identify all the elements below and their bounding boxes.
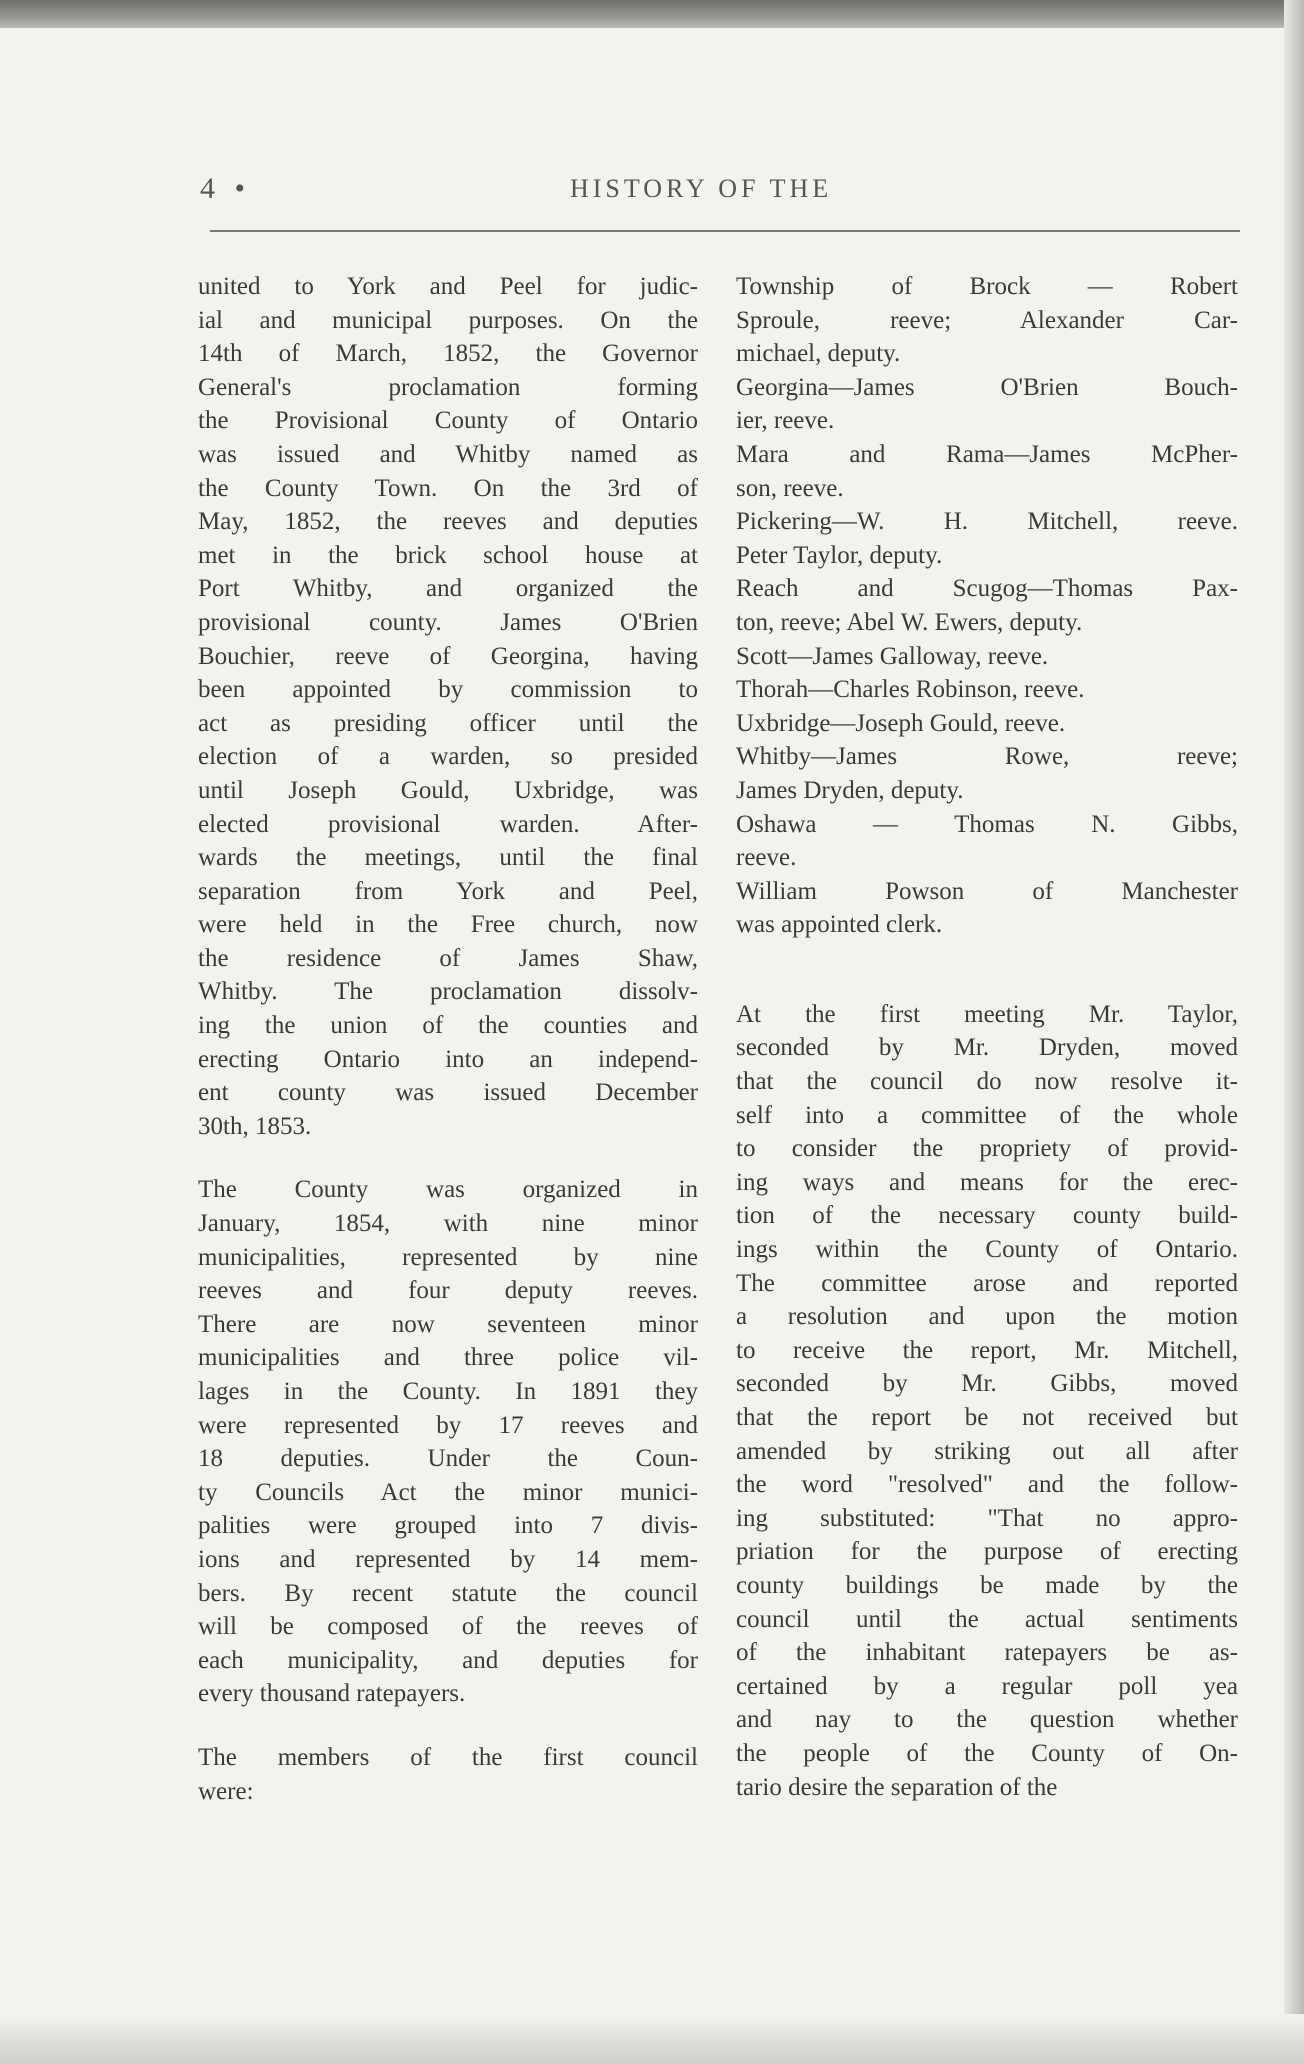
left-column bbox=[198, 270, 698, 1808]
text-line: Peter Taylor, deputy. bbox=[736, 541, 943, 569]
text-line: the people of the County of On- bbox=[736, 1739, 1238, 1767]
text-line: James Dryden, deputy. bbox=[736, 776, 964, 804]
text-line: tion of the necessary county build- bbox=[736, 1202, 1238, 1230]
text-line: was appointed clerk. bbox=[736, 911, 943, 939]
text-line: every thousand ratepayers. bbox=[198, 1680, 466, 1708]
text-line: 30th, 1853. bbox=[198, 1112, 312, 1140]
text-line: priation for the purpose of erecting bbox=[736, 1538, 1238, 1566]
text-line: the County Town. On the 3rd of bbox=[198, 474, 698, 502]
text-line: to consider the propriety of provid- bbox=[736, 1135, 1238, 1163]
text-line: Whitby—James Rowe, reeve; bbox=[736, 743, 1238, 771]
council-member-entry bbox=[736, 438, 1238, 505]
text-line: that the report be not received but bbox=[736, 1404, 1238, 1431]
paragraph-first-meeting bbox=[736, 998, 1238, 1804]
paragraph-3 bbox=[198, 1741, 698, 1808]
text-line: At the first meeting Mr. Taylor, bbox=[736, 1000, 1238, 1028]
text-line: tario desire the separation of the bbox=[736, 1773, 1058, 1801]
text-line: united to York and Peel for judic- bbox=[198, 273, 698, 300]
paragraph-gap bbox=[198, 1711, 698, 1741]
council-member-entry bbox=[736, 505, 1238, 572]
text-line: Port Whitby, and organized the bbox=[198, 575, 698, 603]
text-line: Oshawa — Thomas N. Gibbs, bbox=[736, 810, 1238, 838]
text-line: bers. By recent statute the council bbox=[198, 1579, 698, 1607]
text-line: the residence of James Shaw, bbox=[198, 944, 698, 972]
text-line: the word "resolved" and the follow- bbox=[736, 1471, 1238, 1499]
council-member-entry bbox=[736, 875, 1238, 942]
text-line: election of a warden, so presided bbox=[198, 743, 698, 771]
council-members-list bbox=[736, 270, 1238, 942]
text-line: to receive the report, Mr. Mitchell, bbox=[736, 1336, 1238, 1364]
text-line: Pickering—W. H. Mitchell, reeve. bbox=[736, 508, 1238, 536]
text-line: lages in the County. In 1891 they bbox=[198, 1378, 698, 1405]
council-member-entry bbox=[736, 270, 1238, 371]
text-line: ent county was issued December bbox=[198, 1079, 698, 1107]
council-member-entry bbox=[736, 707, 1238, 741]
running-head bbox=[200, 172, 1240, 212]
council-member-entry bbox=[736, 371, 1238, 438]
text-line: ton, reeve; Abel W. Ewers, deputy. bbox=[736, 608, 1083, 636]
text-line: certained by a regular poll yea bbox=[736, 1672, 1238, 1700]
text-line: Georgina—James O'Brien Bouch- bbox=[736, 373, 1238, 401]
page-edge-right bbox=[1284, 0, 1304, 2064]
text-line: There are now seventeen minor bbox=[198, 1310, 698, 1338]
text-line: will be composed of the reeves of bbox=[198, 1613, 698, 1641]
text-line: 14th of March, 1852, the Governor bbox=[198, 340, 698, 368]
text-line: January, 1854, with nine minor bbox=[198, 1210, 698, 1238]
text-line: was issued and Whitby named as bbox=[198, 440, 698, 468]
text-line: that the council do now resolve it- bbox=[736, 1068, 1238, 1096]
text-line: municipalities, represented by nine bbox=[198, 1243, 698, 1271]
text-line: separation from York and Peel, bbox=[198, 877, 698, 905]
text-line: until Joseph Gould, Uxbridge, was bbox=[198, 776, 698, 804]
text-line: ial and municipal purposes. On the bbox=[198, 306, 698, 334]
running-title: HISTORY OF THE bbox=[570, 174, 833, 203]
page-number-bullet: • bbox=[234, 172, 252, 205]
text-line: The County was organized in bbox=[198, 1176, 698, 1204]
page-number bbox=[200, 172, 251, 206]
text-line: Mara and Rama—James McPher- bbox=[736, 440, 1238, 468]
text-line: county buildings be made by the bbox=[736, 1571, 1238, 1599]
text-line: act as presiding officer until the bbox=[198, 709, 698, 737]
council-member-entry bbox=[736, 572, 1238, 639]
text-line: wards the meetings, until the final bbox=[198, 844, 698, 872]
text-line: Thorah—Charles Robinson, reeve. bbox=[736, 676, 1085, 704]
text-line: Reach and Scugog—Thomas Pax- bbox=[736, 575, 1238, 603]
text-line: municipalities and three police vil- bbox=[198, 1344, 698, 1372]
council-member-entry bbox=[736, 673, 1238, 707]
council-member-entry bbox=[736, 740, 1238, 807]
text-line: each municipality, and deputies for bbox=[198, 1646, 698, 1674]
text-line: council until the actual sentiments bbox=[736, 1605, 1238, 1633]
text-line: ier, reeve. bbox=[736, 407, 835, 435]
text-line: the Provisional County of Ontario bbox=[198, 407, 698, 435]
text-line: Bouchier, reeve of Georgina, having bbox=[198, 642, 698, 670]
text-line: were held in the Free church, now bbox=[198, 911, 698, 939]
text-line: a resolution and upon the motion bbox=[736, 1303, 1238, 1331]
council-member-entry bbox=[736, 808, 1238, 875]
text-line: provisional county. James O'Brien bbox=[198, 608, 698, 636]
text-line: seconded by Mr. Dryden, moved bbox=[736, 1034, 1238, 1062]
text-line: amended by striking out all after bbox=[736, 1437, 1238, 1465]
text-line: ings within the County of Ontario. bbox=[736, 1236, 1238, 1264]
text-line: erecting Ontario into an independ- bbox=[198, 1045, 698, 1073]
page-edge-bottom bbox=[0, 2014, 1304, 2064]
text-line: elected provisional warden. After- bbox=[198, 810, 698, 838]
text-line: Uxbridge—Joseph Gould, reeve. bbox=[736, 709, 1066, 737]
text-line: General's proclamation forming bbox=[198, 373, 698, 401]
text-line: ing the union of the counties and bbox=[198, 1012, 698, 1040]
text-line: 18 deputies. Under the Coun- bbox=[198, 1445, 698, 1473]
text-line: May, 1852, the reeves and deputies bbox=[198, 508, 698, 536]
text-line: and nay to the question whether bbox=[736, 1706, 1238, 1734]
header-rule bbox=[210, 230, 1240, 232]
text-line: reeve. bbox=[736, 844, 797, 872]
text-line: Sproule, reeve; Alexander Car- bbox=[736, 306, 1238, 334]
text-line: The members of the first council bbox=[198, 1743, 698, 1771]
text-line: michael, deputy. bbox=[736, 340, 901, 368]
paragraph-2 bbox=[198, 1173, 698, 1711]
text-line: Whitby. The proclamation dissolv- bbox=[198, 978, 698, 1006]
text-line: ing ways and means for the erec- bbox=[736, 1168, 1238, 1196]
text-line: self into a committee of the whole bbox=[736, 1101, 1238, 1129]
right-column bbox=[736, 270, 1238, 1804]
text-line: of the inhabitant ratepayers be as- bbox=[736, 1639, 1238, 1667]
text-line: Township of Brock — Robert bbox=[736, 273, 1238, 300]
text-line: were: bbox=[198, 1777, 254, 1805]
text-line: met in the brick school house at bbox=[198, 541, 698, 569]
text-line: seconded by Mr. Gibbs, moved bbox=[736, 1370, 1238, 1398]
text-line: palities were grouped into 7 divis- bbox=[198, 1512, 698, 1540]
section-gap bbox=[736, 942, 1238, 998]
text-line: been appointed by commission to bbox=[198, 676, 698, 704]
text-line: ty Councils Act the minor munici- bbox=[198, 1478, 698, 1506]
text-line: Scott—James Galloway, reeve. bbox=[736, 642, 1049, 670]
text-line: William Powson of Manchester bbox=[736, 877, 1238, 905]
text-line: ing substituted: "That no appro- bbox=[736, 1504, 1238, 1532]
text-line: ions and represented by 14 mem- bbox=[198, 1545, 698, 1573]
text-line: were represented by 17 reeves and bbox=[198, 1411, 698, 1439]
page-number-value: 4 bbox=[200, 172, 221, 205]
paragraph-gap bbox=[198, 1143, 698, 1173]
council-member-entry bbox=[736, 640, 1238, 674]
text-line: The committee arose and reported bbox=[736, 1269, 1238, 1297]
paragraph-1 bbox=[198, 270, 698, 1143]
text-line: son, reeve. bbox=[736, 474, 844, 502]
text-line: reeves and four deputy reeves. bbox=[198, 1277, 698, 1305]
